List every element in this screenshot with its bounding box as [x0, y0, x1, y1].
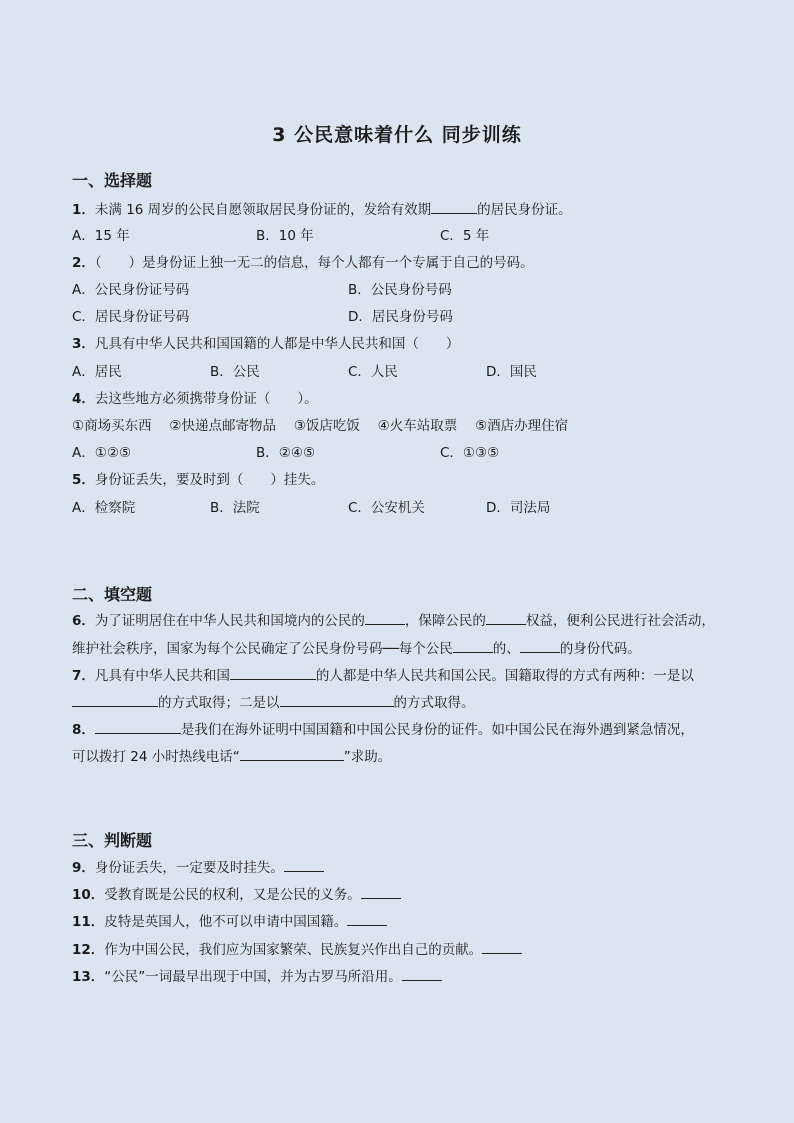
option-b: B．公民 [210, 364, 260, 380]
question-6-line-2 [72, 638, 641, 659]
question-text: 可以拨打 24 小时热线电话“ [72, 749, 240, 765]
option-b: B．10 年 [256, 228, 314, 244]
question-text: 凡具有中华人民共和国国籍的人都是中华人民共和国（ ） [94, 336, 460, 352]
answer-blank[interactable] [365, 610, 405, 625]
question-text: 的身份代码。 [559, 641, 641, 657]
option-c: C．5 年 [440, 228, 490, 244]
question-1 [72, 199, 572, 220]
question-number: 12． [72, 942, 105, 958]
question-11 [72, 911, 387, 932]
question-8-line-2 [72, 746, 391, 767]
option-a: A．15 年 [72, 228, 130, 244]
answer-blank[interactable] [95, 719, 181, 734]
question-text: ，保障公民的 [404, 613, 486, 629]
answer-blank[interactable] [482, 939, 522, 954]
question-13 [72, 966, 442, 987]
question-text: 去这些地方必须携带身份证（ ）。 [94, 391, 318, 407]
question-number: 7． [72, 668, 95, 684]
question-4-items: ①商场买东西 ②快递点邮寄物品 ③饭店吃饭 ④火车站取票 ⑤酒店办理住宿 [72, 418, 569, 434]
question-text: 为了证明居住在中华人民共和国境内的公民的 [94, 613, 365, 629]
question-text: 身份证丢失，要及时到（ ）挂失。 [94, 472, 325, 488]
question-text: 受教育既是公民的权利，又是公民的义务。 [104, 887, 361, 903]
question-text: 权益，便利公民进行社会活动， [525, 613, 715, 629]
question-text: 的方式取得；二是以 [158, 695, 280, 711]
question-number: 2． [72, 255, 95, 271]
question-text: 身份证丢失，一定要及时挂失。 [94, 860, 284, 876]
option-a: A．居民 [72, 364, 122, 380]
answer-blank[interactable] [280, 692, 394, 707]
question-text: “公民”一词最早出现于中国，并为古罗马所沿用。 [104, 969, 402, 985]
option-b: B．②④⑤ [256, 445, 316, 461]
question-text: ”求助。 [343, 749, 392, 765]
question-2 [72, 253, 534, 273]
question-number: 4． [72, 391, 95, 407]
option-a: A．检察院 [72, 500, 136, 516]
question-9 [72, 857, 324, 878]
question-number: 3． [72, 336, 95, 352]
question-number: 8． [72, 722, 95, 738]
page-title: 3 公民意味着什么 同步训练 [272, 124, 522, 146]
question-text: 的、 [492, 641, 520, 657]
answer-blank[interactable] [347, 911, 387, 926]
answer-blank[interactable] [361, 884, 401, 899]
question-4 [72, 389, 318, 409]
question-text: 的人都是中华人民共和国公民。国籍取得的方式有两种：一是以 [315, 668, 694, 684]
question-10 [72, 884, 401, 905]
option-b: B．法院 [210, 500, 260, 516]
question-number: 6． [72, 613, 95, 629]
question-number: 1． [72, 202, 95, 218]
question-text: 维护社会秩序，国家为每个公民确定了公民身份号码──每个公民 [72, 641, 453, 657]
option-c: C．公安机关 [348, 500, 425, 516]
question-3 [72, 334, 459, 354]
answer-blank[interactable] [486, 610, 526, 625]
section-heading-fill: 二、填空题 [72, 585, 153, 604]
question-8 [72, 719, 694, 740]
option-a: A．公民身份证号码 [72, 282, 190, 298]
option-d: D．居民身份号码 [348, 309, 453, 325]
question-text: 作为中国公民，我们应为国家繁荣、民族复兴作出自己的贡献。 [104, 942, 483, 958]
question-number: 10． [72, 887, 105, 903]
answer-blank[interactable] [431, 199, 477, 214]
option-b: B．公民身份号码 [348, 282, 452, 298]
question-text: 是我们在海外证明中国国籍和中国公民身份的证件。如中国公民在海外遇到紧急情况， [180, 722, 694, 738]
question-6 [72, 610, 715, 631]
question-number: 5． [72, 472, 95, 488]
question-12 [72, 939, 522, 960]
option-d: D．司法局 [486, 500, 551, 516]
answer-blank[interactable] [402, 966, 442, 981]
question-number: 11． [72, 914, 105, 930]
question-text: 的方式取得。 [393, 695, 475, 711]
option-c: C．人民 [348, 364, 398, 380]
answer-blank[interactable] [520, 638, 560, 653]
answer-blank[interactable] [284, 857, 324, 872]
question-7 [72, 665, 694, 686]
option-a: A．①②⑤ [72, 445, 132, 461]
answer-blank[interactable] [240, 746, 344, 761]
answer-blank[interactable] [72, 692, 158, 707]
option-d: D．国民 [486, 364, 537, 380]
answer-blank[interactable] [230, 665, 316, 680]
question-text: 凡具有中华人民共和国 [94, 668, 230, 684]
option-c: C．居民身份证号码 [72, 309, 190, 325]
option-c: C．①③⑤ [440, 445, 500, 461]
answer-blank[interactable] [453, 638, 493, 653]
question-7-line-2 [72, 692, 475, 713]
question-number: 9． [72, 860, 95, 876]
question-text: 未满 16 周岁的公民自愿领取居民身份证的，发给有效期 [94, 202, 432, 218]
section-heading-choice: 一、选择题 [72, 171, 153, 190]
question-text: 皮特是英国人，他不可以申请中国国籍。 [104, 914, 348, 930]
section-heading-judge: 三、判断题 [72, 831, 153, 850]
question-5 [72, 470, 324, 490]
question-text: （ ）是身份证上独一无二的信息，每个人都有一个专属于自己的号码。 [94, 255, 534, 271]
question-text: 的居民身份证。 [477, 202, 572, 218]
question-number: 13． [72, 969, 105, 985]
